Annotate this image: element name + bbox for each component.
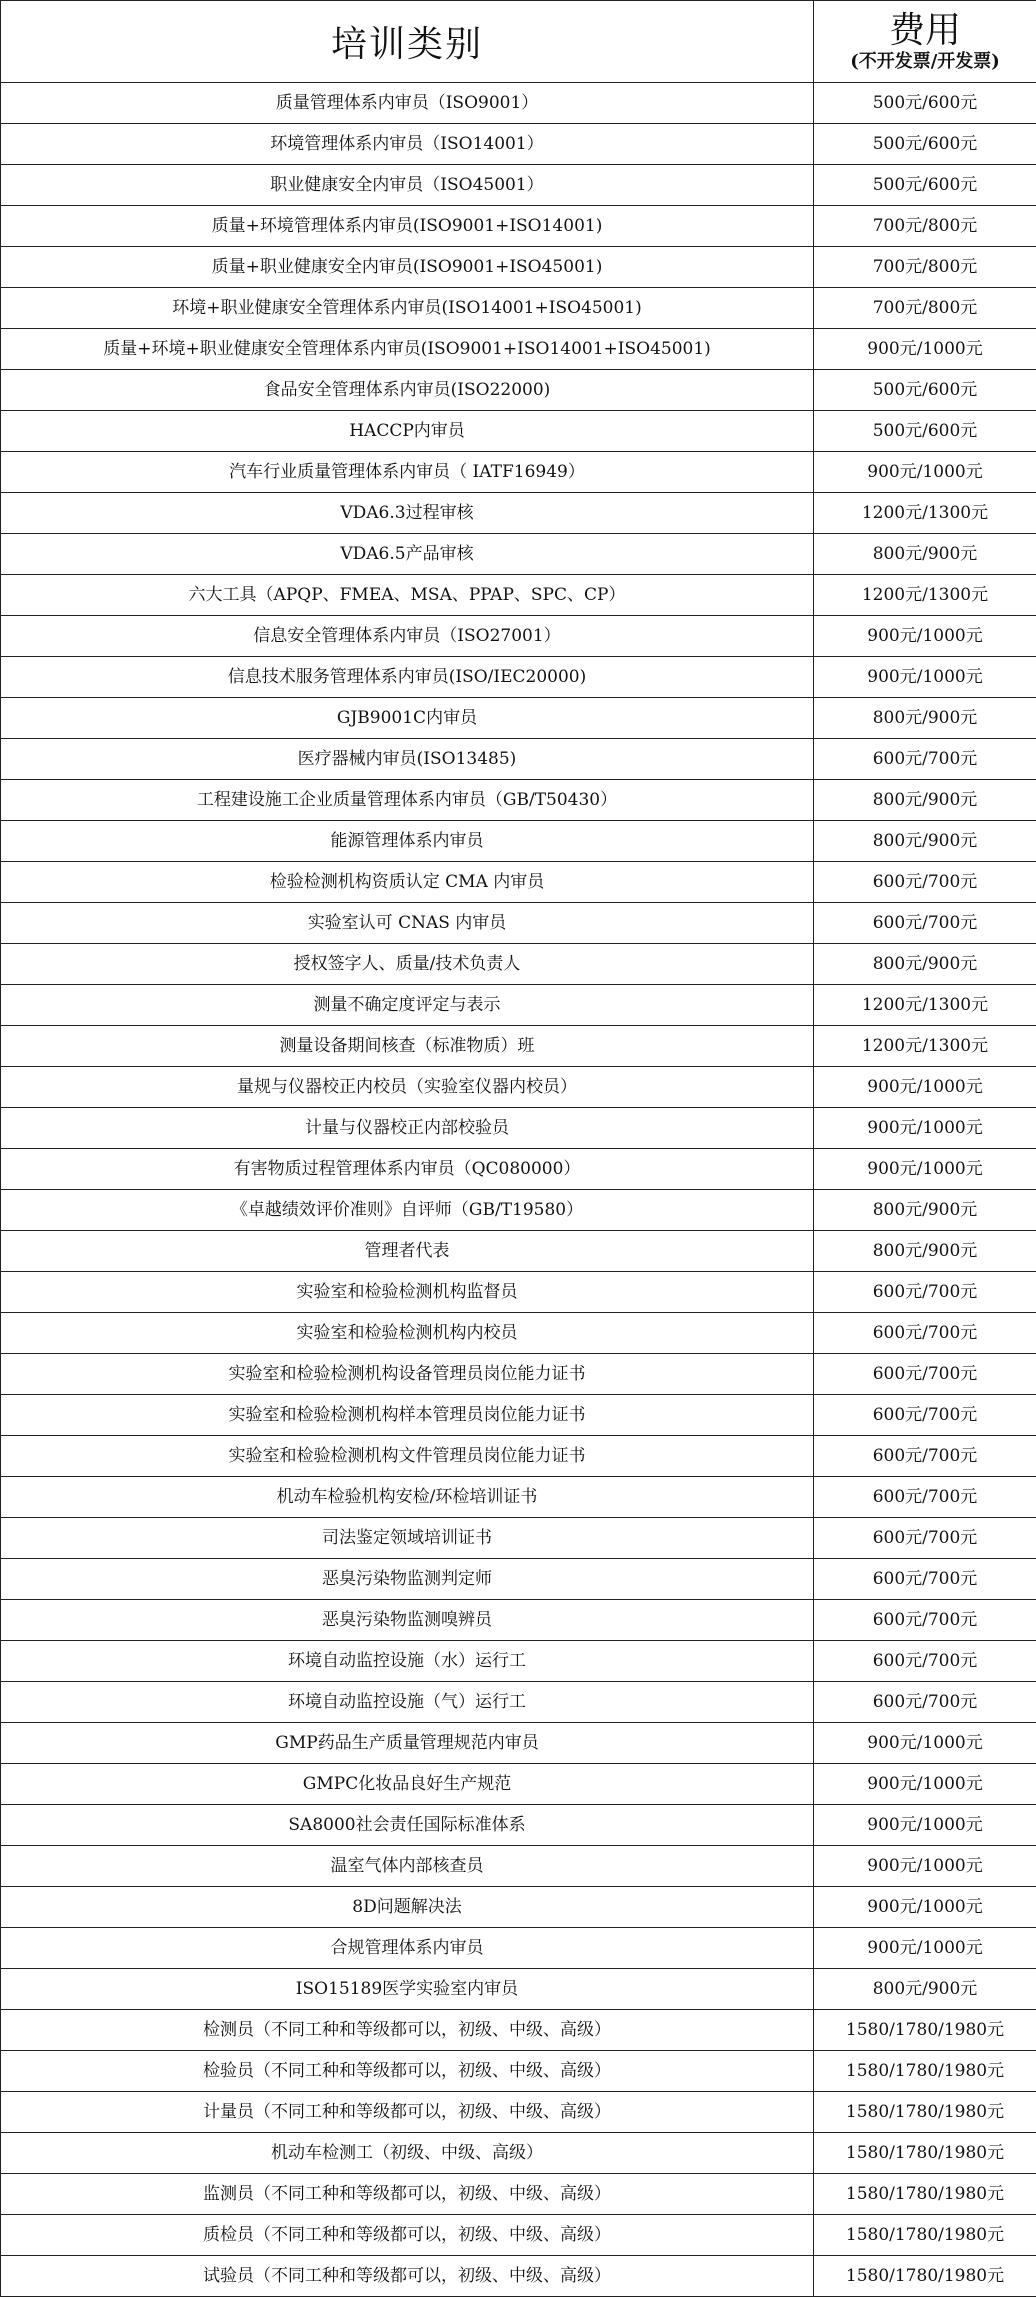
course-fee-cell: 900元/1000元 bbox=[814, 1764, 1036, 1805]
course-name-cell: 恶臭污染物监测判定师 bbox=[1, 1559, 814, 1600]
course-fee-cell: 800元/900元 bbox=[814, 698, 1036, 739]
header-fee-cell bbox=[814, 1, 1036, 83]
course-fee-cell: 900元/1000元 bbox=[814, 1149, 1036, 1190]
table-row bbox=[1, 1149, 1036, 1190]
course-fee-cell: 900元/1000元 bbox=[814, 616, 1036, 657]
table-row bbox=[1, 1313, 1036, 1354]
course-name-cell: HACCP内审员 bbox=[1, 411, 814, 452]
table-row bbox=[1, 616, 1036, 657]
course-name-cell: 测量不确定度评定与表示 bbox=[1, 985, 814, 1026]
header-category: 培训类别 bbox=[1, 1, 814, 83]
table-row bbox=[1, 821, 1036, 862]
course-fee-cell: 500元/600元 bbox=[814, 411, 1036, 452]
course-name-cell: 8D问题解决法 bbox=[1, 1887, 814, 1928]
course-fee-cell: 600元/700元 bbox=[814, 1395, 1036, 1436]
course-name-cell: 计量员（不同工种和等级都可以，初级、中级、高级） bbox=[1, 2092, 814, 2133]
course-name-cell: 环境自动监控设施（气）运行工 bbox=[1, 1682, 814, 1723]
table-row bbox=[1, 83, 1036, 124]
table-row bbox=[1, 1354, 1036, 1395]
course-name-cell: 质量管理体系内审员（ISO9001） bbox=[1, 83, 814, 124]
table-row bbox=[1, 862, 1036, 903]
table-row bbox=[1, 370, 1036, 411]
course-name-cell: 环境管理体系内审员（ISO14001） bbox=[1, 124, 814, 165]
table-row bbox=[1, 206, 1036, 247]
table-row bbox=[1, 657, 1036, 698]
course-name-cell: 检测员（不同工种和等级都可以，初级、中级、高级） bbox=[1, 2010, 814, 2051]
course-fee-cell: 600元/700元 bbox=[814, 1354, 1036, 1395]
course-fee-cell: 500元/600元 bbox=[814, 370, 1036, 411]
table-row bbox=[1, 698, 1036, 739]
course-fee-cell: 900元/1000元 bbox=[814, 1928, 1036, 1969]
table-row bbox=[1, 1723, 1036, 1764]
table-row bbox=[1, 1600, 1036, 1641]
course-name-cell: 六大工具（APQP、FMEA、MSA、PPAP、SPC、CP） bbox=[1, 575, 814, 616]
course-name-cell: 《卓越绩效评价准则》自评师（GB/T19580） bbox=[1, 1190, 814, 1231]
table-row bbox=[1, 2133, 1036, 2174]
course-fee-cell: 1580/1780/1980元 bbox=[814, 2051, 1036, 2092]
course-fee-cell: 900元/1000元 bbox=[814, 1887, 1036, 1928]
course-name-cell: ISO15189医学实验室内审员 bbox=[1, 1969, 814, 2010]
course-name-cell: 信息安全管理体系内审员（ISO27001） bbox=[1, 616, 814, 657]
course-fee-cell: 1580/1780/1980元 bbox=[814, 2256, 1036, 2297]
course-fee-cell: 800元/900元 bbox=[814, 1190, 1036, 1231]
course-name-cell: 实验室和检验检测机构文件管理员岗位能力证书 bbox=[1, 1436, 814, 1477]
table-row bbox=[1, 1682, 1036, 1723]
table-row bbox=[1, 2174, 1036, 2215]
table-row bbox=[1, 1559, 1036, 1600]
course-fee-cell: 600元/700元 bbox=[814, 1436, 1036, 1477]
table-row bbox=[1, 1887, 1036, 1928]
table-row bbox=[1, 124, 1036, 165]
course-fee-cell: 600元/700元 bbox=[814, 739, 1036, 780]
course-name-cell: 机动车检验机构安检/环检培训证书 bbox=[1, 1477, 814, 1518]
table-row bbox=[1, 1190, 1036, 1231]
course-name-cell: 量规与仪器校正内校员（实验室仪器内校员） bbox=[1, 1067, 814, 1108]
course-name-cell: GMPC化妆品良好生产规范 bbox=[1, 1764, 814, 1805]
course-name-cell: GJB9001C内审员 bbox=[1, 698, 814, 739]
table-row bbox=[1, 329, 1036, 370]
table-row bbox=[1, 1518, 1036, 1559]
table-row bbox=[1, 1231, 1036, 1272]
header-fee: 费用 bbox=[888, 9, 961, 51]
course-name-cell: GMP药品生产质量管理规范内审员 bbox=[1, 1723, 814, 1764]
course-name-cell: 能源管理体系内审员 bbox=[1, 821, 814, 862]
course-fee-cell: 500元/600元 bbox=[814, 165, 1036, 206]
course-name-cell: 实验室和检验检测机构监督员 bbox=[1, 1272, 814, 1313]
table-row bbox=[1, 411, 1036, 452]
table-row bbox=[1, 780, 1036, 821]
course-name-cell: 监测员（不同工种和等级都可以，初级、中级、高级） bbox=[1, 2174, 814, 2215]
course-name-cell: 实验室认可 CNAS 内审员 bbox=[1, 903, 814, 944]
course-fee-cell: 800元/900元 bbox=[814, 1969, 1036, 2010]
course-name-cell: 温室气体内部核查员 bbox=[1, 1846, 814, 1887]
table-row bbox=[1, 985, 1036, 1026]
course-fee-cell: 1200元/1300元 bbox=[814, 985, 1036, 1026]
table-row bbox=[1, 165, 1036, 206]
course-name-cell: 医疗器械内审员(ISO13485) bbox=[1, 739, 814, 780]
course-fee-cell: 600元/700元 bbox=[814, 1477, 1036, 1518]
course-fee-cell: 600元/700元 bbox=[814, 903, 1036, 944]
table-row bbox=[1, 452, 1036, 493]
table-row bbox=[1, 1477, 1036, 1518]
course-fee-cell: 600元/700元 bbox=[814, 1559, 1036, 1600]
course-name-cell: 职业健康安全内审员（ISO45001） bbox=[1, 165, 814, 206]
course-name-cell: 信息技术服务管理体系内审员(ISO/IEC20000) bbox=[1, 657, 814, 698]
course-fee-cell: 600元/700元 bbox=[814, 1313, 1036, 1354]
course-name-cell: 有害物质过程管理体系内审员（QC080000） bbox=[1, 1149, 814, 1190]
course-fee-cell: 600元/700元 bbox=[814, 1600, 1036, 1641]
course-name-cell: 授权签字人、质量/技术负责人 bbox=[1, 944, 814, 985]
course-fee-cell: 600元/700元 bbox=[814, 1518, 1036, 1559]
course-name-cell: 测量设备期间核查（标准物质）班 bbox=[1, 1026, 814, 1067]
header-fee-note: (不开发票/开发票) bbox=[850, 50, 1000, 72]
table-row bbox=[1, 2010, 1036, 2051]
table-row bbox=[1, 1764, 1036, 1805]
course-fee-cell: 900元/1000元 bbox=[814, 452, 1036, 493]
course-name-cell: 质量+环境+职业健康安全管理体系内审员(ISO9001+ISO14001+ISO45001) bbox=[1, 329, 814, 370]
course-fee-cell: 900元/1000元 bbox=[814, 1067, 1036, 1108]
table-row bbox=[1, 1108, 1036, 1149]
course-fee-cell: 800元/900元 bbox=[814, 1231, 1036, 1272]
course-name-cell: 环境+职业健康安全管理体系内审员(ISO14001+ISO45001) bbox=[1, 288, 814, 329]
course-fee-cell: 1580/1780/1980元 bbox=[814, 2010, 1036, 2051]
course-fee-cell: 800元/900元 bbox=[814, 944, 1036, 985]
course-name-cell: 质量+职业健康安全内审员(ISO9001+ISO45001) bbox=[1, 247, 814, 288]
table-row bbox=[1, 1969, 1036, 2010]
course-name-cell: 检验员（不同工种和等级都可以，初级、中级、高级） bbox=[1, 2051, 814, 2092]
course-name-cell: 检验检测机构资质认定 CMA 内审员 bbox=[1, 862, 814, 903]
table-row bbox=[1, 247, 1036, 288]
course-name-cell: 恶臭污染物监测嗅辨员 bbox=[1, 1600, 814, 1641]
course-fee-cell: 1200元/1300元 bbox=[814, 1026, 1036, 1067]
course-name-cell: 汽车行业质量管理体系内审员（ IATF16949） bbox=[1, 452, 814, 493]
course-fee-cell: 500元/600元 bbox=[814, 124, 1036, 165]
table-row bbox=[1, 1805, 1036, 1846]
course-name-cell: 质检员（不同工种和等级都可以，初级、中级、高级） bbox=[1, 2215, 814, 2256]
course-fee-cell: 700元/800元 bbox=[814, 288, 1036, 329]
course-fee-cell: 900元/1000元 bbox=[814, 1846, 1036, 1887]
course-name-cell: 食品安全管理体系内审员(ISO22000) bbox=[1, 370, 814, 411]
course-fee-cell: 1580/1780/1980元 bbox=[814, 2174, 1036, 2215]
course-name-cell: 质量+环境管理体系内审员(ISO9001+ISO14001) bbox=[1, 206, 814, 247]
course-fee-cell: 700元/800元 bbox=[814, 247, 1036, 288]
table-row bbox=[1, 1395, 1036, 1436]
table-row bbox=[1, 288, 1036, 329]
table-row bbox=[1, 739, 1036, 780]
course-name-cell: 管理者代表 bbox=[1, 1231, 814, 1272]
table-row bbox=[1, 944, 1036, 985]
course-fee-cell: 600元/700元 bbox=[814, 1682, 1036, 1723]
table-row bbox=[1, 493, 1036, 534]
course-fee-cell: 700元/800元 bbox=[814, 206, 1036, 247]
course-fee-cell: 600元/700元 bbox=[814, 1641, 1036, 1682]
course-fee-cell: 600元/700元 bbox=[814, 1272, 1036, 1313]
course-name-cell: 实验室和检验检测机构设备管理员岗位能力证书 bbox=[1, 1354, 814, 1395]
course-fee-cell: 1580/1780/1980元 bbox=[814, 2133, 1036, 2174]
course-name-cell: VDA6.5产品审核 bbox=[1, 534, 814, 575]
table-row bbox=[1, 575, 1036, 616]
course-fee-cell: 900元/1000元 bbox=[814, 1805, 1036, 1846]
course-fee-cell: 500元/600元 bbox=[814, 83, 1036, 124]
course-name-cell: VDA6.3过程审核 bbox=[1, 493, 814, 534]
table-row bbox=[1, 1272, 1036, 1313]
course-fee-cell: 1580/1780/1980元 bbox=[814, 2092, 1036, 2133]
course-name-cell: 工程建设施工企业质量管理体系内审员（GB/T50430） bbox=[1, 780, 814, 821]
course-fee-cell: 800元/900元 bbox=[814, 534, 1036, 575]
course-name-cell: 司法鉴定领域培训证书 bbox=[1, 1518, 814, 1559]
table-row bbox=[1, 2256, 1036, 2297]
table-body bbox=[1, 83, 1036, 2297]
table-row bbox=[1, 2215, 1036, 2256]
course-fee-cell: 800元/900元 bbox=[814, 821, 1036, 862]
course-fee-cell: 900元/1000元 bbox=[814, 657, 1036, 698]
course-name-cell: 实验室和检验检测机构内校员 bbox=[1, 1313, 814, 1354]
course-fee-cell: 1200元/1300元 bbox=[814, 575, 1036, 616]
course-fee-cell: 900元/1000元 bbox=[814, 1108, 1036, 1149]
course-fee-cell: 1580/1780/1980元 bbox=[814, 2215, 1036, 2256]
course-name-cell: 试验员（不同工种和等级都可以，初级、中级、高级） bbox=[1, 2256, 814, 2297]
course-name-cell: 合规管理体系内审员 bbox=[1, 1928, 814, 1969]
table-row bbox=[1, 1928, 1036, 1969]
table-row bbox=[1, 1436, 1036, 1477]
table-header-row bbox=[1, 1, 1036, 83]
table-row bbox=[1, 534, 1036, 575]
table-row bbox=[1, 1067, 1036, 1108]
table-row bbox=[1, 1846, 1036, 1887]
course-fee-cell: 800元/900元 bbox=[814, 780, 1036, 821]
course-name-cell: 环境自动监控设施（水）运行工 bbox=[1, 1641, 814, 1682]
course-fee-cell: 1200元/1300元 bbox=[814, 493, 1036, 534]
table-row bbox=[1, 903, 1036, 944]
table-row bbox=[1, 1026, 1036, 1067]
table-row bbox=[1, 2092, 1036, 2133]
course-fee-cell: 900元/1000元 bbox=[814, 329, 1036, 370]
course-name-cell: 机动车检测工（初级、中级、高级） bbox=[1, 2133, 814, 2174]
course-fee-cell: 600元/700元 bbox=[814, 862, 1036, 903]
course-name-cell: 实验室和检验检测机构样本管理员岗位能力证书 bbox=[1, 1395, 814, 1436]
table-row bbox=[1, 2051, 1036, 2092]
course-name-cell: SA8000社会责任国际标准体系 bbox=[1, 1805, 814, 1846]
course-fee-cell: 900元/1000元 bbox=[814, 1723, 1036, 1764]
course-name-cell: 计量与仪器校正内部校验员 bbox=[1, 1108, 814, 1149]
table-row bbox=[1, 1641, 1036, 1682]
